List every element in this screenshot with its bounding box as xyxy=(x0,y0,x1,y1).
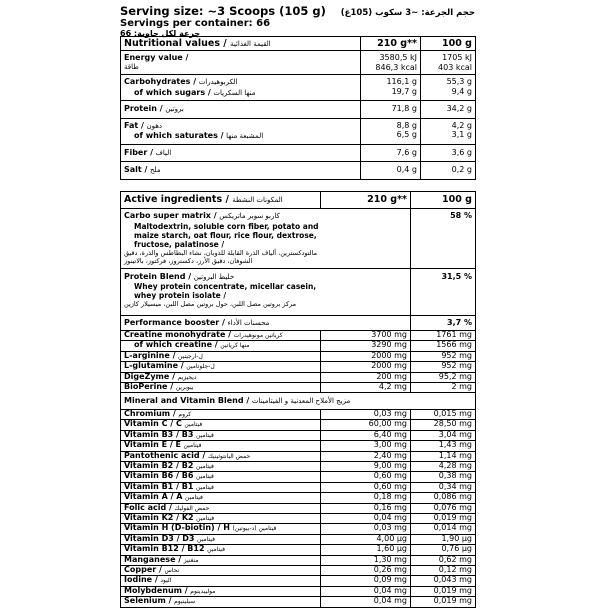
ingredient-label: Iodine / xyxy=(124,575,158,585)
mineral-rows xyxy=(121,409,476,607)
carbo-matrix-desc-ar: مالتودكسترين، ألياف الذرة القابلة للذوبان، نشاء البطاطس والذرة، دقيق الشوفان، دقيق الأرز، دكستروز، فركتوز، بالاتينوز xyxy=(124,248,318,265)
ingredient-label: BioPerine / xyxy=(124,382,174,392)
ingredient-label-ar: فيتامين xyxy=(195,462,214,470)
ingredient-label-ar: فيتامين xyxy=(207,546,225,554)
amount-per-100g: 1,90 µg xyxy=(411,534,476,544)
amount-per-serving: 0,04 mg xyxy=(321,514,411,524)
saturates-label-ar: المشبعة منها xyxy=(226,132,264,140)
table-row xyxy=(121,555,476,565)
ingredient-label-ar: فيتامين xyxy=(195,483,214,491)
salt-label-ar: ملح xyxy=(149,166,161,174)
ingredient-label: Vitamin B3 / B3 xyxy=(124,430,194,439)
sugars-100g: 9,4 g xyxy=(451,86,472,96)
table-row xyxy=(121,430,476,440)
amount-per-100g: 1566 mg xyxy=(411,341,476,351)
table-row xyxy=(121,101,476,119)
amount-per-100g: 1,14 mg xyxy=(411,451,476,461)
amount-per-serving: 0,26 mg xyxy=(321,566,411,576)
ingredient-label-ar: حمض البانتوثينيك xyxy=(207,452,251,460)
protein-blend-100g: 31,5 % xyxy=(411,268,476,315)
fat-serving: 8,8 g xyxy=(396,120,417,130)
ingredient-label-ar: كرياتين مونوهيدرات xyxy=(233,332,283,339)
ingredient-label: Selenium / xyxy=(124,596,172,606)
amount-per-100g: 0,019 mg xyxy=(411,597,476,607)
ingredient-label-ar: سيلينيوم xyxy=(174,598,196,606)
amount-per-serving: 0,04 mg xyxy=(321,586,411,596)
amount-per-serving: 0,03 mg xyxy=(321,409,411,419)
ingredient-label: Copper / xyxy=(124,565,162,575)
amount-per-100g: 3,04 mg xyxy=(411,430,476,440)
ingredient-label: Vitamin B1 / B1 xyxy=(124,482,194,491)
amount-per-100g: 0,043 mg xyxy=(411,576,476,586)
saturates-label: of which saturates / xyxy=(134,131,224,140)
table-row xyxy=(121,409,476,419)
ingredient-label-ar: موليبدينوم xyxy=(190,587,216,595)
energy-label: Energy value / xyxy=(124,53,189,62)
minerals-label-ar: مزيج الأملاح المعدنية و الفيتامينات xyxy=(251,397,351,406)
fat-label: Fat / xyxy=(124,120,144,130)
amount-per-serving: 60,00 mg xyxy=(321,420,411,430)
amount-per-serving: 3,00 mg xyxy=(321,441,411,451)
active-header-row xyxy=(121,192,476,209)
amount-per-serving: 0,09 mg xyxy=(321,576,411,586)
table-row xyxy=(121,209,476,269)
nutrition-title-ar: القيمة الغذائية xyxy=(230,40,271,48)
label-header xyxy=(120,4,475,38)
carbs-label-ar: الكربوهيدرات xyxy=(198,78,238,86)
ingredient-label-ar: فيتامين xyxy=(196,515,215,522)
amount-per-100g: 0,019 mg xyxy=(411,586,476,596)
fiber-label: Fiber / xyxy=(124,147,154,157)
amount-per-100g: 0,014 mg xyxy=(411,524,476,534)
table-row xyxy=(121,534,476,544)
minerals-label: Mineral and Vitamin Blend / xyxy=(124,396,250,406)
ingredient-label: L-glutamine / xyxy=(124,361,184,371)
protein-serving: 71,8 g xyxy=(361,101,421,119)
amount-per-serving: 2000 mg xyxy=(321,351,411,361)
table-row xyxy=(121,51,476,75)
active-col2: 100 g xyxy=(411,192,476,209)
amount-per-serving: 0,04 mg xyxy=(321,597,411,607)
ingredient-label-ar: فيتامين xyxy=(195,473,214,481)
nutrition-title: Nutritional values / xyxy=(124,38,227,49)
ingredient-label: Vitamin C / C xyxy=(124,419,182,429)
ingredient-label: Manganese / xyxy=(124,555,182,564)
table-row xyxy=(121,451,476,461)
ingredient-label: Vitamin A / A xyxy=(124,492,183,502)
table-row xyxy=(121,461,476,471)
ingredient-label-ar: فيتامين xyxy=(184,421,203,429)
amount-per-serving: 0,60 mg xyxy=(321,472,411,482)
salt-serving: 0,4 g xyxy=(361,162,421,180)
carbo-matrix-label-ar: كاربو سوبر ماتريكس xyxy=(219,212,280,220)
ingredient-label-ar: فيتامين xyxy=(183,442,202,450)
amount-per-serving: 2000 mg xyxy=(321,362,411,372)
amount-per-100g: 0,086 mg xyxy=(411,493,476,503)
amount-per-100g: 1761 mg xyxy=(411,331,476,341)
nutrition-col1: 210 g** xyxy=(361,37,421,51)
ingredient-label-ar: فيتامين (د-بيوتين) xyxy=(232,525,277,533)
ingredient-label-ar: نحاس xyxy=(164,567,180,575)
amount-per-100g: 952 mg xyxy=(411,351,476,361)
serving-size: Serving size: ~3 Scoops (105 g) xyxy=(120,4,326,18)
table-row xyxy=(121,118,476,144)
active-col1: 210 g** xyxy=(321,192,411,209)
table-row xyxy=(121,351,476,361)
amount-per-100g: 0,076 mg xyxy=(411,503,476,513)
nutrition-header-row xyxy=(121,37,476,51)
amount-per-100g: 0,12 mg xyxy=(411,566,476,576)
table-row xyxy=(121,75,476,101)
sugars-label-ar: منها السكريات xyxy=(213,88,256,97)
ingredient-label: Folic acid / xyxy=(124,503,172,512)
fiber-label-ar: الياف xyxy=(155,148,172,157)
amount-per-100g: 0,62 mg xyxy=(411,555,476,565)
ingredient-label-ar: ل-جلوتامين xyxy=(186,363,215,371)
table-row xyxy=(121,503,476,513)
fiber-serving: 7,6 g xyxy=(361,144,421,162)
amount-per-serving: 2,40 mg xyxy=(321,451,411,461)
servings-per-container: Servings per container: 66 xyxy=(120,18,271,29)
table-row xyxy=(121,268,476,315)
ingredient-label: Vitamin B12 / B12 xyxy=(124,544,205,554)
table-row xyxy=(121,472,476,482)
energy-kcal-serving: 846,3 kcal xyxy=(375,62,417,72)
energy-kcal-100g: 403 kcal xyxy=(438,62,472,72)
table-row xyxy=(121,393,476,410)
carbs-100g: 55,3 g xyxy=(446,77,472,86)
table-row xyxy=(121,545,476,555)
ingredient-label: Vitamin B6 / B6 xyxy=(124,471,194,481)
amount-per-100g: 2 mg xyxy=(411,383,476,393)
amount-per-100g: 952 mg xyxy=(411,362,476,372)
booster-rows xyxy=(121,331,476,393)
protein-blend-label: Protein Blend / xyxy=(124,271,192,281)
table-row xyxy=(121,341,476,351)
carbs-label: Carbohydrates / xyxy=(124,77,197,86)
ingredient-label-ar: فيتامين xyxy=(197,535,215,543)
ingredient-label: Vitamin D3 / D3 xyxy=(124,534,195,543)
amount-per-100g: 28,50 mg xyxy=(411,420,476,430)
ingredient-label-ar: ل-ارجينين xyxy=(178,352,203,360)
amount-per-serving: 3700 mg xyxy=(321,331,411,341)
amount-per-100g: 4,28 mg xyxy=(411,461,476,471)
active-title-ar: المكونات النشطة xyxy=(232,196,283,204)
amount-per-serving: 1,30 mg xyxy=(321,555,411,565)
amount-per-100g: 0,38 mg xyxy=(411,472,476,482)
amount-per-100g: 0,34 mg xyxy=(411,482,476,492)
table-row xyxy=(121,597,476,607)
serving-size-ar: حجم الجرعة: ~3 سكوب (105غ) xyxy=(340,8,475,18)
carbo-matrix-label: Carbo super matrix / xyxy=(124,211,217,220)
ingredient-label-ar: كروم xyxy=(178,410,192,418)
amount-per-serving: 4,2 mg xyxy=(321,383,411,393)
protein-label: Protein / xyxy=(124,104,163,113)
servings-per-container-ar: جرعة لكل حاوية: 66 xyxy=(120,29,201,38)
salt-100g: 0,2 g xyxy=(421,162,476,180)
amount-per-100g: 1,43 mg xyxy=(411,441,476,451)
ingredient-label: L-arginine / xyxy=(124,351,176,360)
table-row xyxy=(121,383,476,393)
ingredient-label: Pantothenic acid / xyxy=(124,451,206,460)
energy-kj-100g: 1705 kJ xyxy=(442,53,472,62)
fat-100g: 4,2 g xyxy=(451,120,472,130)
amount-per-serving: 0,03 mg xyxy=(321,524,411,534)
amount-per-100g: 0,015 mg xyxy=(411,409,476,419)
carbo-matrix-100g: 58 % xyxy=(411,209,476,269)
amount-per-serving: 6,40 mg xyxy=(321,430,411,440)
saturates-serving: 6,5 g xyxy=(396,130,417,139)
booster-label: Performance booster / xyxy=(124,317,225,327)
table-row xyxy=(121,331,476,341)
ingredient-label: Vitamin B2 / B2 xyxy=(124,461,194,470)
ingredient-label-ar: منها كرياتين xyxy=(220,342,250,350)
amount-per-serving: 0,16 mg xyxy=(321,503,411,513)
protein-label-ar: بروتين xyxy=(165,105,184,113)
protein-blend-label-ar: خليط البروتين xyxy=(193,272,235,281)
ingredient-label: Chromium / xyxy=(124,409,176,418)
table-row xyxy=(121,586,476,596)
nutrition-table xyxy=(120,36,476,180)
amount-per-serving: 1,60 µg xyxy=(321,545,411,555)
ingredient-label-ar: ديجيزيم xyxy=(177,373,197,381)
ingredient-label-ar: اليود xyxy=(160,577,172,585)
amount-per-100g: 0,019 mg xyxy=(411,514,476,524)
ingredient-label: DigeZyme / xyxy=(124,372,176,381)
booster-label-ar: محسنات الأداء xyxy=(227,318,270,327)
amount-per-serving: 9,00 mg xyxy=(321,461,411,471)
energy-kj-serving: 3580,5 kJ xyxy=(379,53,417,62)
sugars-label: of which sugars / xyxy=(134,87,211,97)
ingredient-label-ar: حمض الفوليك xyxy=(174,504,210,512)
table-row xyxy=(121,576,476,586)
table-row xyxy=(121,420,476,430)
table-row xyxy=(121,144,476,162)
protein-blend-desc: Whey protein concentrate, micellar casein, whey protein isolate / xyxy=(134,282,317,300)
table-row xyxy=(121,162,476,180)
amount-per-100g: 0,76 µg xyxy=(411,545,476,555)
energy-label-ar: طاقة xyxy=(124,62,139,71)
table-row xyxy=(121,372,476,382)
table-row xyxy=(121,315,476,331)
ingredient-label-ar: فيتامين xyxy=(185,494,203,502)
table-row xyxy=(121,566,476,576)
ingredient-label: Vitamin E / E xyxy=(124,440,181,450)
table-row xyxy=(121,482,476,492)
table-row xyxy=(121,493,476,503)
ingredient-label: Vitamin H (D-biotin) / H xyxy=(124,523,230,533)
active-ingredients-table xyxy=(120,191,476,608)
ingredient-label-ar: منغنيز xyxy=(183,556,199,564)
table-row xyxy=(121,524,476,534)
ingredient-label: Molybdenum / xyxy=(124,586,188,595)
ingredient-label: of which creatine / xyxy=(134,340,218,350)
table-row xyxy=(121,362,476,372)
amount-per-serving: 0,60 mg xyxy=(321,482,411,492)
ingredient-label: Vitamin K2 / K2 xyxy=(124,513,194,522)
carbo-matrix-desc: Maltodextrin, soluble corn fiber, potato and maize starch, oat flour, rice flour, dextrose, fructose, palatinose / xyxy=(134,221,319,249)
ingredient-label: Creatine monohydrate / xyxy=(124,330,232,339)
active-title: Active ingredients / xyxy=(124,194,229,205)
protein-blend-desc-ar: مركز بروتين مصل اللبن، حول بروتين مصل اللبن، ميسيلار كازين xyxy=(124,300,297,308)
nutrition-col2: 100 g xyxy=(421,37,476,51)
booster-100g: 3,7 % xyxy=(411,315,476,331)
amount-per-serving: 4,00 µg xyxy=(321,534,411,544)
amount-per-serving: 200 mg xyxy=(321,372,411,382)
saturates-100g: 3,1 g xyxy=(451,130,472,139)
sugars-serving: 19,7 g xyxy=(391,86,417,96)
amount-per-serving: 3290 mg xyxy=(321,341,411,351)
amount-per-serving: 0,18 mg xyxy=(321,493,411,503)
carbs-serving: 116,1 g xyxy=(386,77,417,86)
table-row xyxy=(121,514,476,524)
fiber-100g: 3,6 g xyxy=(421,144,476,162)
ingredient-label-ar: فيتامين xyxy=(195,431,214,439)
table-row xyxy=(121,441,476,451)
amount-per-100g: 95,2 mg xyxy=(411,372,476,382)
ingredient-label-ar: بيوبرين xyxy=(175,384,194,392)
fat-label-ar: دهون xyxy=(146,121,163,130)
protein-100g: 34,2 g xyxy=(421,101,476,119)
salt-label: Salt / xyxy=(124,165,148,174)
